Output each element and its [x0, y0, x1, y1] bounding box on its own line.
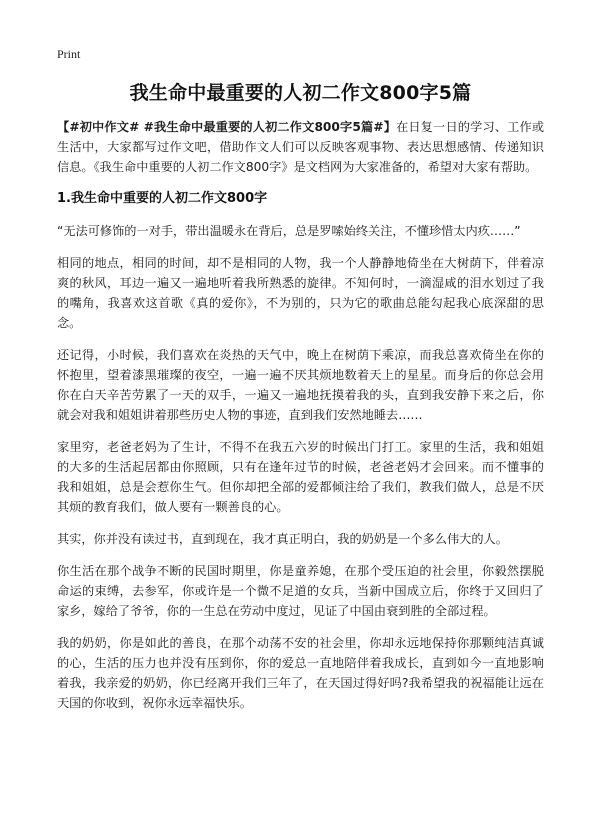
paragraph-2: 相同的地点，相同的时间，却不是相同的人物，我一个人静静地倚坐在大树荫下，伴着凉爽的秋风，耳边一遍又一遍地听着我所熟悉的旋律。不知何时，一滴湿咸的泪水划过了我的嘴角，我喜欢这首歌《真的爱你》，不为别的，只为它的歌曲总能勾起我心底深甜的思念。	[57, 256, 544, 330]
paragraph-3: 还记得，小时候，我们喜欢在炎热的天气中，晚上在树荫下乘凉，而我总喜欢倚坐在你的怀抱里，望着漆黑璀璨的夜空，一遍一遍不厌其烦地数着天上的星星。而身后的你总会用你在白天辛苦劳累了一天的双手，一遍又一遍地抚摸着我的头，直到我安静下来之后，你就会对我和姐姐讲着那些历史人物的事迹，直到我们安然地睡去……	[57, 348, 544, 422]
intro-paragraph	[57, 117, 544, 177]
section-heading-1: 1.我生命中重要的人初二作文800字	[57, 191, 268, 206]
print-label: Print	[57, 47, 81, 61]
paragraph-quote: “无法可修饰的一对手，带出温暖永在背后，总是罗嗦始终关注，不懂珍惜太内疚……”	[57, 224, 521, 238]
paragraph-5: 其实，你并没有读过书，直到现在，我才真正明白，我的奶奶是一个多么伟大的人。	[57, 532, 508, 546]
paragraph-6: 你生活在那个战争不断的民国时期里，你是童养媳，在那个受压迫的社会里，你毅然摆脱命运的束缚，去参军，你或许是一个微不足道的女兵，当新中国成立后，你终于又回归了家乡，嫁给了爷爷，你的一生总在劳动中度过，见证了中国由衰到胜的全部过程。	[57, 564, 544, 618]
intro-text: 在日复一日的学习、工作或生活中，大家都写过作文吧，借助作文人们可以反映客观事物、表达思想感情、传递知识信息。《我生命中重要的人初二作文800字》是文档网为大家准备的，希望对大家有帮助。	[57, 120, 545, 174]
document-title: 我生命中最重要的人初二作文800字5篇	[129, 82, 472, 104]
paragraph-7: 我的奶奶，你是如此的善良，在那个动荡不安的社会里，你却永远地保持你那颗纯洁真诚的心，生活的压力也并没有压到你，你的爱总一直地陪伴着我成长，直到如今一直地影响着我，我亲爱的奶奶，你已经离开我们三年了，在天国过得好吗?我希望我的祝福能让远在天国的你收到，祝你永远幸福快乐。	[57, 636, 544, 710]
intro-tag: 【#初中作文# #我生命中最重要的人初二作文800字5篇#】	[57, 120, 397, 134]
paragraph-4: 家里穷，老爸老妈为了生计，不得不在我五六岁的时候出门打工。家里的生活，我和姐姐的大多的生活起居都由你照顾，只有在逢年过节的时候，老爸老妈才会回来。而不懂事的我和姐姐，总是会惹你生气。但你却把全部的爱都倾注给了我们，教我们做人，总是不厌其烦的教育我们，做人要有一颗善良的心。	[57, 440, 544, 514]
